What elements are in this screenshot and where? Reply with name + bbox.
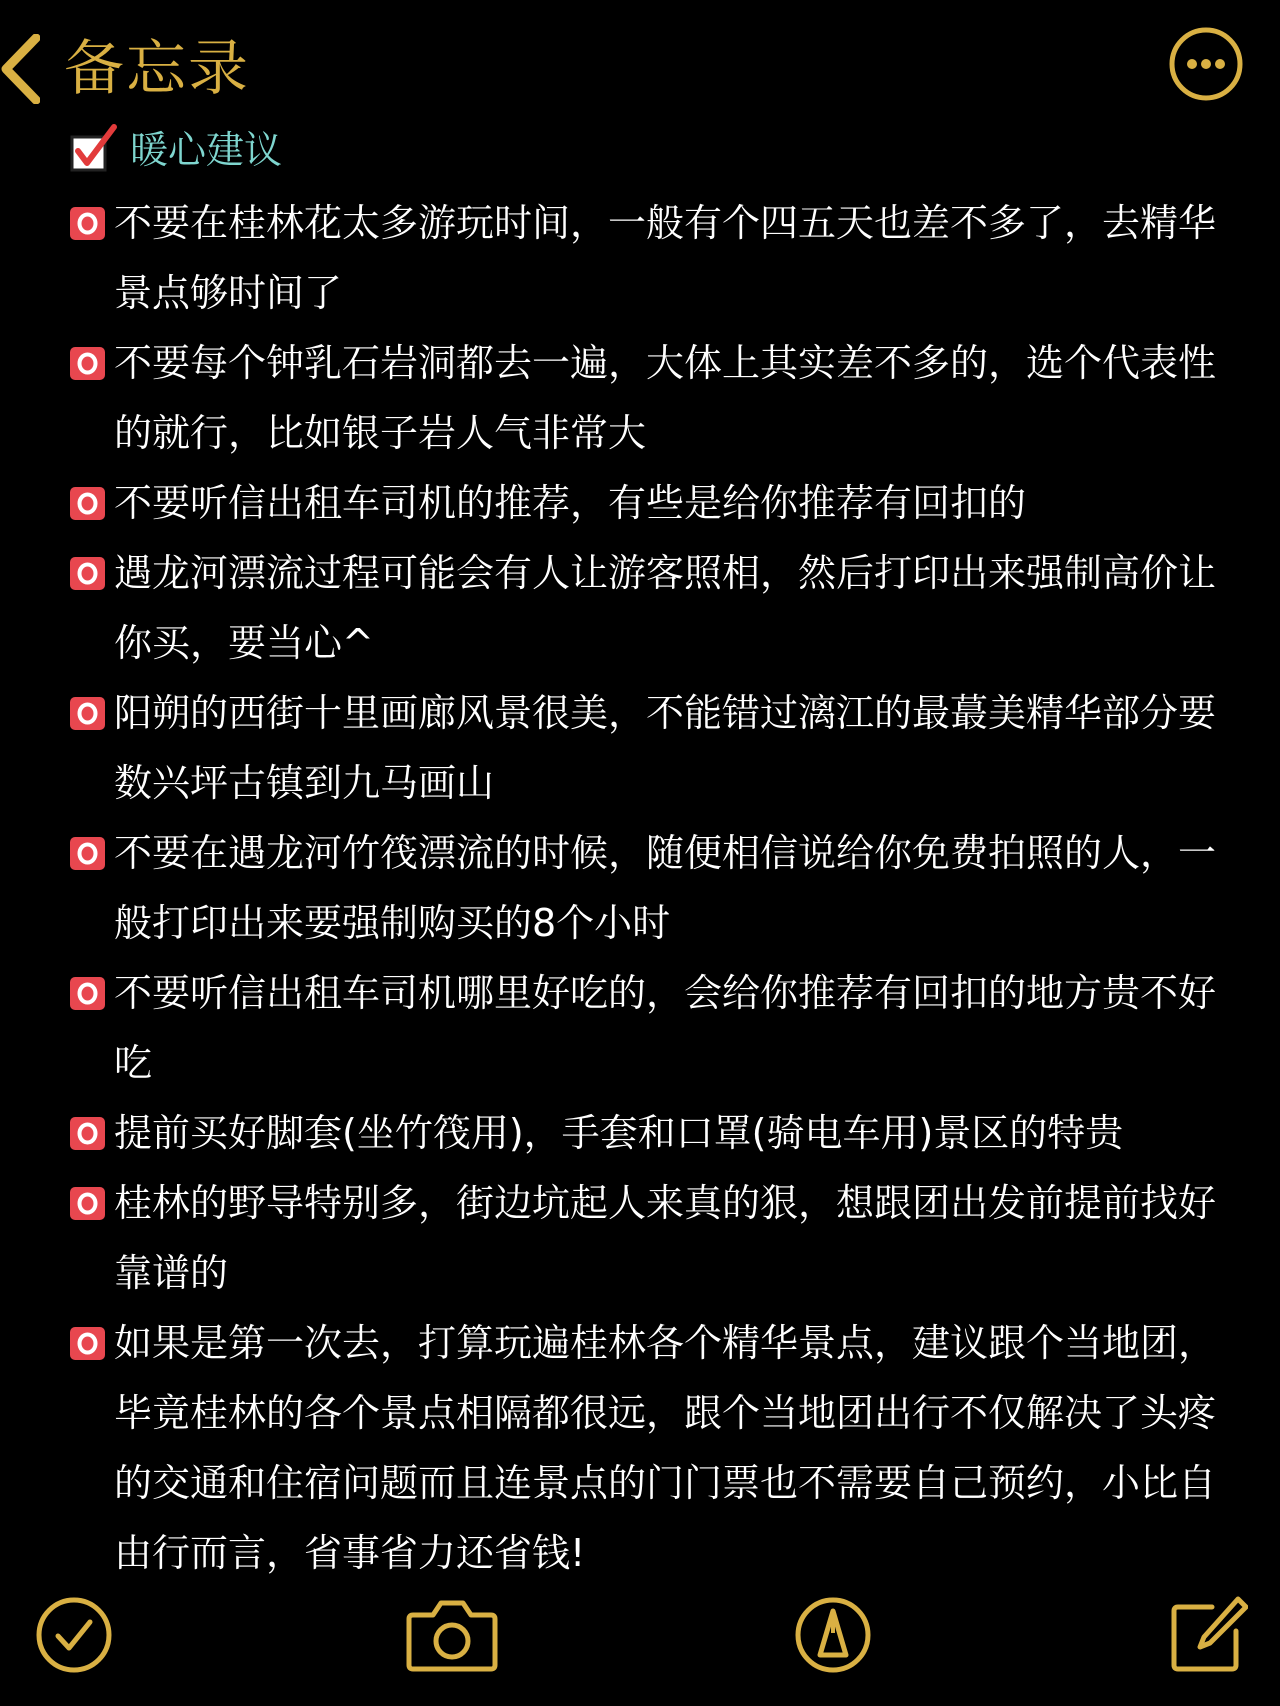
note-list <box>70 188 1220 1588</box>
checkbox-checked-icon <box>70 123 118 177</box>
more-button[interactable] <box>1168 26 1244 102</box>
letter-o-icon <box>70 977 105 1010</box>
note-item-text: 阳朔的西街十里画廊风景很美，不能错过漓江的最蕞美精华部分要数兴坪古镇到九马画山 <box>114 691 1217 805</box>
more-circle-icon <box>1168 26 1244 102</box>
note-item <box>70 1168 1220 1308</box>
note-item-text: 不要每个钟乳石岩洞都去一遍，大体上其实差不多的，选个代表性的就行，比如银子岩人气非常大 <box>114 341 1217 455</box>
compose-icon <box>1168 1595 1248 1675</box>
checklist-icon <box>34 1595 114 1675</box>
note-item <box>70 538 1220 678</box>
note-item-text: 遇龙河漂流过程可能会有人让游客照相，然后打印出来强制高价让你买，要当心^ <box>114 551 1217 665</box>
note-item-text: 桂林的野导特别多，街边坑起人来真的狠，想跟团出发前提前找好靠谱的 <box>114 1181 1217 1295</box>
note-item <box>70 188 1220 328</box>
note-item <box>70 328 1220 468</box>
letter-o-icon <box>70 347 105 380</box>
letter-o-icon <box>70 207 105 240</box>
note-item <box>70 468 1220 538</box>
letter-o-icon <box>70 837 105 870</box>
letter-o-icon <box>70 697 105 730</box>
note-item <box>70 958 1220 1098</box>
note-item <box>70 818 1220 958</box>
markup-button[interactable] <box>793 1595 873 1675</box>
letter-o-icon <box>70 487 105 520</box>
note-item-text: 不要听信出租车司机的推荐，有些是给你推荐有回扣的 <box>114 481 1027 525</box>
markup-pen-icon <box>793 1595 873 1675</box>
note-item-text: 如果是第一次去，打算玩遍桂林各个精华景点，建议跟个当地团，毕竟桂林的各个景点相隔都很远，跟个当地团出行不仅解决了头疼的交通和住宿问题而且连景点的门门票也不需要自己预约，小比自由行而言，省事省力还省钱! <box>114 1321 1217 1575</box>
navigation-bar <box>0 0 1280 130</box>
camera-icon <box>405 1595 499 1675</box>
note-item-text: 提前买好脚套(坐竹筏用)，手套和口罩(骑电车用)景区的特贵 <box>114 1111 1124 1155</box>
letter-o-icon <box>70 557 105 590</box>
note-heading <box>70 120 282 180</box>
letter-o-icon <box>70 1187 105 1220</box>
note-item <box>70 1098 1220 1168</box>
note-item-text: 不要听信出租车司机哪里好吃的，会给你推荐有回扣的地方贵不好吃 <box>114 971 1217 1085</box>
camera-button[interactable] <box>405 1595 499 1675</box>
back-button[interactable] <box>0 24 250 114</box>
note-item-text: 不要在遇龙河竹筏漂流的时候，随便相信说给你免费拍照的人，一般打印出来要强制购买的8个小时 <box>114 831 1217 945</box>
heading-text: 暖心建议 <box>130 128 283 172</box>
note-item <box>70 1308 1220 1588</box>
back-label: 备忘录 <box>64 34 250 104</box>
chevron-left-icon <box>0 34 40 104</box>
letter-o-icon <box>70 1327 105 1360</box>
note-item-text: 不要在桂林花太多游玩时间，一般有个四五天也差不多了，去精华景点够时间了 <box>114 201 1217 315</box>
compose-button[interactable] <box>1168 1595 1248 1675</box>
letter-o-icon <box>70 1117 105 1150</box>
bottom-toolbar <box>0 1595 1280 1695</box>
note-item <box>70 678 1220 818</box>
checklist-button[interactable] <box>34 1595 114 1675</box>
